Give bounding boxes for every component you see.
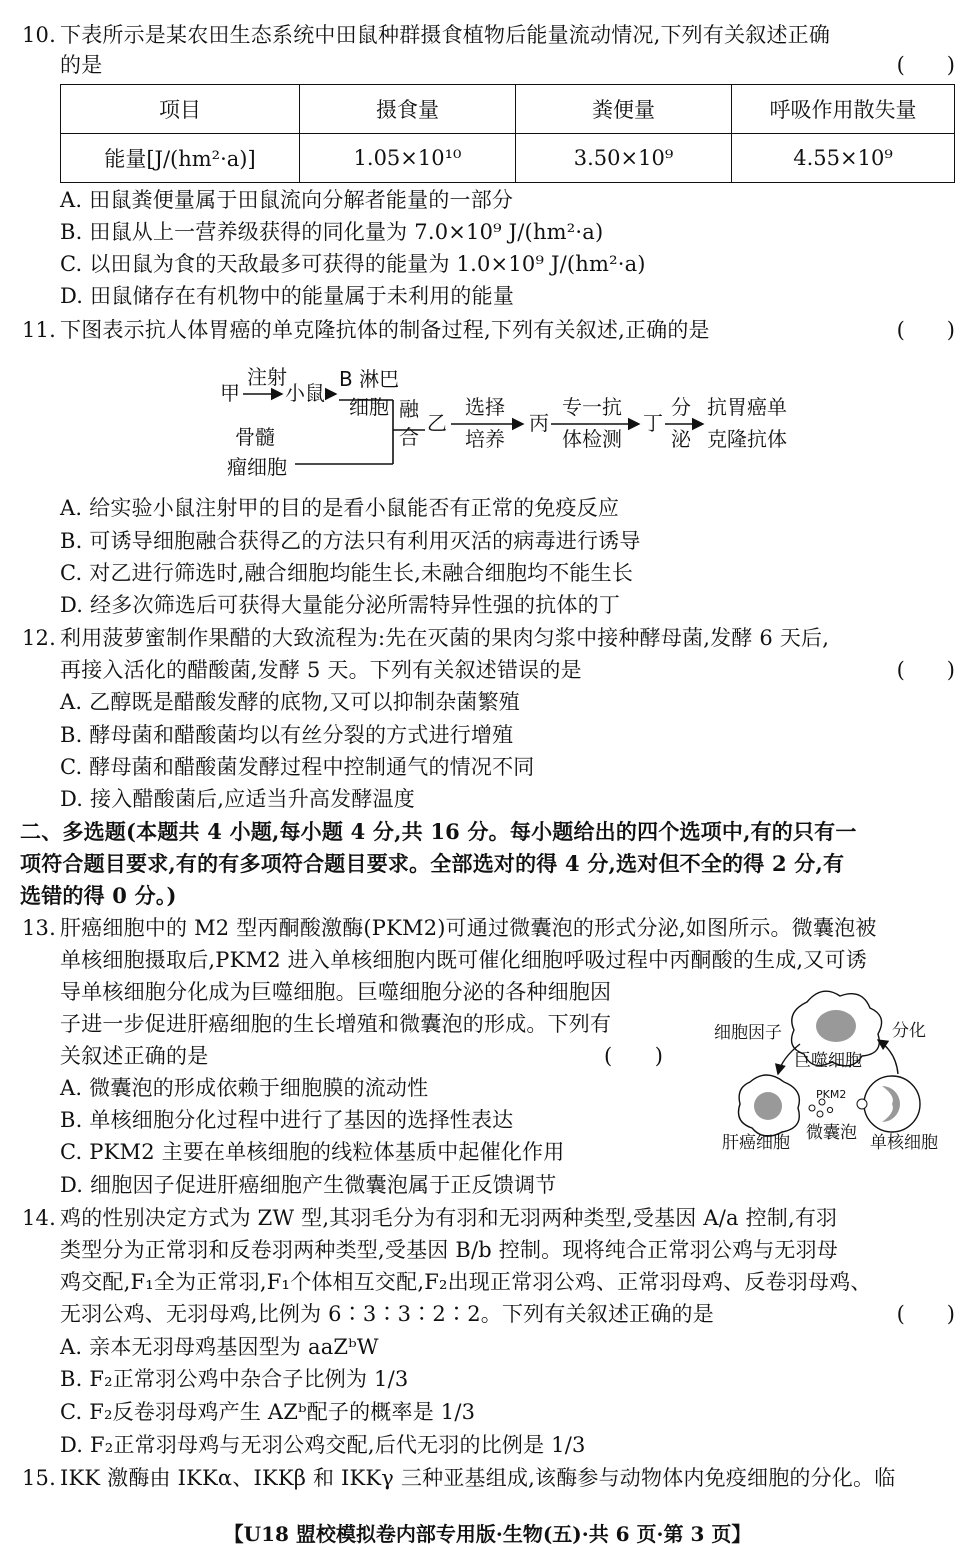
- q11-number: 11.: [22, 318, 56, 342]
- q12-option-d: D. 接入醋酸菌后,应适当升高发酵温度: [60, 787, 415, 811]
- q11-option-c: C. 对乙进行筛选时,融合细胞均能生长,未融合细胞均不能生长: [60, 561, 634, 585]
- q11-stem: 下图表示抗人体胃癌的单克隆抗体的制备过程,下列有关叙述,正确的是: [60, 318, 710, 342]
- q10-option-b: B. 田鼠从上一营养级获得的同化量为 7.0×10⁹ J/(hm²·a): [60, 220, 604, 244]
- pkm2-cell-diagram: [712, 982, 957, 1162]
- q14-number: 14.: [22, 1206, 56, 1230]
- q15-number: 15.: [22, 1466, 56, 1490]
- flow-marrow-line2: 瘤细胞: [227, 455, 287, 479]
- q13-option-a: A. 微囊泡的形成依赖于细胞膜的流动性: [60, 1076, 429, 1100]
- q10-stem-line2: 的是: [60, 53, 103, 77]
- q14-option-a: A. 亲本无羽母鸡基因型为 aaZᵇW: [60, 1335, 379, 1359]
- table-row-label: 能量[J/(hm²·a)]: [61, 134, 300, 183]
- table-cell: 3.50×10⁹: [516, 134, 732, 183]
- table-header: 呼吸作用散失量: [732, 85, 955, 134]
- table-cell: 4.55×10⁹: [732, 134, 955, 183]
- flow-b-cell-line2: 细胞: [349, 395, 389, 419]
- figure-label-macrophage: 巨噬细胞: [794, 1051, 862, 1071]
- q13-option-b: B. 单核细胞分化过程中进行了基因的选择性表达: [60, 1108, 514, 1132]
- table-row: [61, 134, 955, 183]
- vesicles: [809, 1099, 867, 1117]
- table-header: 粪便量: [516, 85, 732, 134]
- flow-fuse-line1: 融: [399, 397, 419, 421]
- q13-stem-line4: 子进一步促进肝癌细胞的生长增殖和微囊泡的形成。下列有: [60, 1012, 612, 1036]
- q13-stem-line1: 肝癌细胞中的 M2 型丙酮酸激酶(PKM2)可通过微囊泡的形式分泌,如图所示。微囊泡被: [60, 916, 877, 940]
- figure-label-differentiate: 分化: [892, 1021, 926, 1041]
- q14-option-b: B. F₂正常羽公鸡中杂合子比例为 1/3: [60, 1367, 409, 1391]
- q13-answer-paren: ( ): [604, 1044, 664, 1068]
- q12-number: 12.: [22, 626, 56, 650]
- flow-yi: 乙: [427, 411, 447, 435]
- flow-product-line1: 抗胃癌单: [707, 395, 787, 419]
- q10-energy-table: [60, 84, 955, 183]
- q14-stem-line2: 类型分为正常羽和反卷羽两种类型,受基因 B/b 控制。现将纯合正常羽公鸡与无羽母: [60, 1238, 838, 1262]
- flow-secrete-line1: 分: [671, 395, 691, 419]
- section2-instructions-line2: 项符合题目要求,有的有多项符合题目要求。全部选对的得 4 分,选对但不全的得 2 分,有: [20, 851, 845, 876]
- flow-mouse: 小鼠: [285, 381, 325, 405]
- q11-option-a: A. 给实验小鼠注射甲的目的是看小鼠能否有正常的免疫反应: [60, 496, 620, 520]
- q14-answer-paren: ( ): [896, 1302, 955, 1326]
- q13-option-d: D. 细胞因子促进肝癌细胞产生微囊泡属于正反馈调节: [60, 1173, 557, 1197]
- section2-instructions-line1: 二、多选题(本题共 4 小题,每小题 4 分,共 16 分。每小题给出的四个选项中,有的只有一: [20, 819, 857, 844]
- figure-label-pkm2: PKM2: [816, 1088, 847, 1101]
- figure-label-monocyte: 单核细胞: [870, 1133, 938, 1153]
- table-header: 项目: [61, 85, 300, 134]
- q13-stem-line2: 单核细胞摄取后,PKM2 进入单核细胞内既可催化细胞呼吸过程中丙酮酸的生成,又可诱: [60, 948, 867, 972]
- flow-inject-label: 注射: [247, 365, 287, 389]
- antibody-preparation-flowchart: [215, 360, 795, 495]
- figure-label-vesicle: 微囊泡: [806, 1123, 857, 1143]
- q14-option-c: C. F₂反卷羽母鸡产生 AZᵇ配子的概率是 1/3: [60, 1400, 476, 1424]
- flow-detect-line2: 体检测: [562, 427, 622, 451]
- q12-option-a: A. 乙醇既是醋酸发酵的底物,又可以抑制杂菌繁殖: [60, 690, 520, 714]
- q12-option-b: B. 酵母菌和醋酸菌均以有丝分裂的方式进行增殖: [60, 723, 514, 747]
- q14-option-d: D. F₂正常羽母鸡与无羽公鸡交配,后代无羽的比例是 1/3: [60, 1433, 586, 1457]
- flow-detect-line1: 专一抗: [562, 395, 622, 419]
- flow-secrete-line2: 泌: [671, 427, 691, 451]
- q10-number: 10.: [22, 23, 56, 47]
- table-header: 摄食量: [300, 85, 516, 134]
- flow-select-line2: 培养: [465, 427, 505, 451]
- q12-answer-paren: ( ): [896, 658, 955, 682]
- q13-stem-line5: 关叙述正确的是: [60, 1044, 209, 1068]
- flow-fuse-line2: 合: [399, 425, 419, 449]
- q10-option-d: D. 田鼠储存在有机物中的能量属于未利用的能量: [60, 284, 515, 308]
- q14-stem-line1: 鸡的性别决定方式为 ZW 型,其羽毛分为有羽和无羽两种类型,受基因 A/a 控制,有羽: [60, 1206, 838, 1230]
- flow-marrow-line1: 骨髓: [235, 425, 275, 449]
- figure-label-liver-cancer: 肝癌细胞: [722, 1133, 790, 1153]
- q12-option-c: C. 酵母菌和醋酸菌发酵过程中控制通气的情况不同: [60, 755, 535, 779]
- section2-instructions-line3: 选错的得 0 分。): [20, 883, 177, 908]
- table-cell: 1.05×10¹⁰: [300, 134, 516, 183]
- q11-answer-paren: ( ): [896, 318, 955, 342]
- page-footer: 【U18 盟校模拟卷内部专用版·生物(五)·共 6 页·第 3 页】: [223, 1522, 752, 1546]
- q13-option-c: C. PKM2 主要在单核细胞的线粒体基质中起催化作用: [60, 1140, 565, 1164]
- q15-stem-line1: IKK 激酶由 IKKα、IKKβ 和 IKKγ 三种亚基组成,该酶参与动物体内免疫细胞的分化。临: [60, 1466, 896, 1490]
- flow-jia: 甲: [220, 381, 240, 405]
- liver-cancer-cell: [739, 1075, 800, 1136]
- q12-stem-line1: 利用菠萝蜜制作果醋的大致流程为:先在灭菌的果肉匀浆中接种酵母菌,发酵 6 天后,: [60, 626, 830, 650]
- q14-stem-line4: 无羽公鸡、无羽母鸡,比例为 6∶3∶3∶2∶2。下列有关叙述正确的是: [60, 1302, 714, 1326]
- q14-stem-line3: 鸡交配,F₁全为正常羽,F₁个体相互交配,F₂出现正常羽公鸡、正常羽母鸡、反卷羽母鸡、: [60, 1270, 872, 1294]
- q10-option-c: C. 以田鼠为食的天敌最多可获得的能量为 1.0×10⁹ J/(hm²·a): [60, 252, 646, 276]
- flow-product-line2: 克隆抗体: [707, 427, 787, 451]
- q10-answer-paren: ( ): [896, 53, 955, 77]
- flow-b-cell-line1: B 淋巴: [339, 367, 400, 391]
- flow-ding: 丁: [643, 411, 663, 435]
- q12-stem-line2: 再接入活化的醋酸菌,发酵 5 天。下列有关叙述错误的是: [60, 658, 582, 682]
- figure-label-cytokine: 细胞因子: [714, 1023, 782, 1043]
- table-header-row: [61, 85, 955, 134]
- q11-option-d: D. 经多次筛选后可获得大量能分泌所需特异性强的抗体的丁: [60, 593, 621, 617]
- q13-number: 13.: [22, 916, 56, 940]
- flow-bing: 丙: [529, 411, 549, 435]
- flow-select-line1: 选择: [465, 395, 505, 419]
- q11-option-b: B. 可诱导细胞融合获得乙的方法只有利用灭活的病毒进行诱导: [60, 529, 641, 553]
- monocyte-cell: [864, 1076, 920, 1132]
- q13-stem-line3: 导单核细胞分化成为巨噬细胞。巨噬细胞分泌的各种细胞因: [60, 980, 612, 1004]
- q10-option-a: A. 田鼠粪便量属于田鼠流向分解者能量的一部分: [60, 188, 514, 212]
- q10-stem-line1: 下表所示是某农田生态系统中田鼠种群摄食植物后能量流动情况,下列有关叙述正确: [60, 23, 831, 47]
